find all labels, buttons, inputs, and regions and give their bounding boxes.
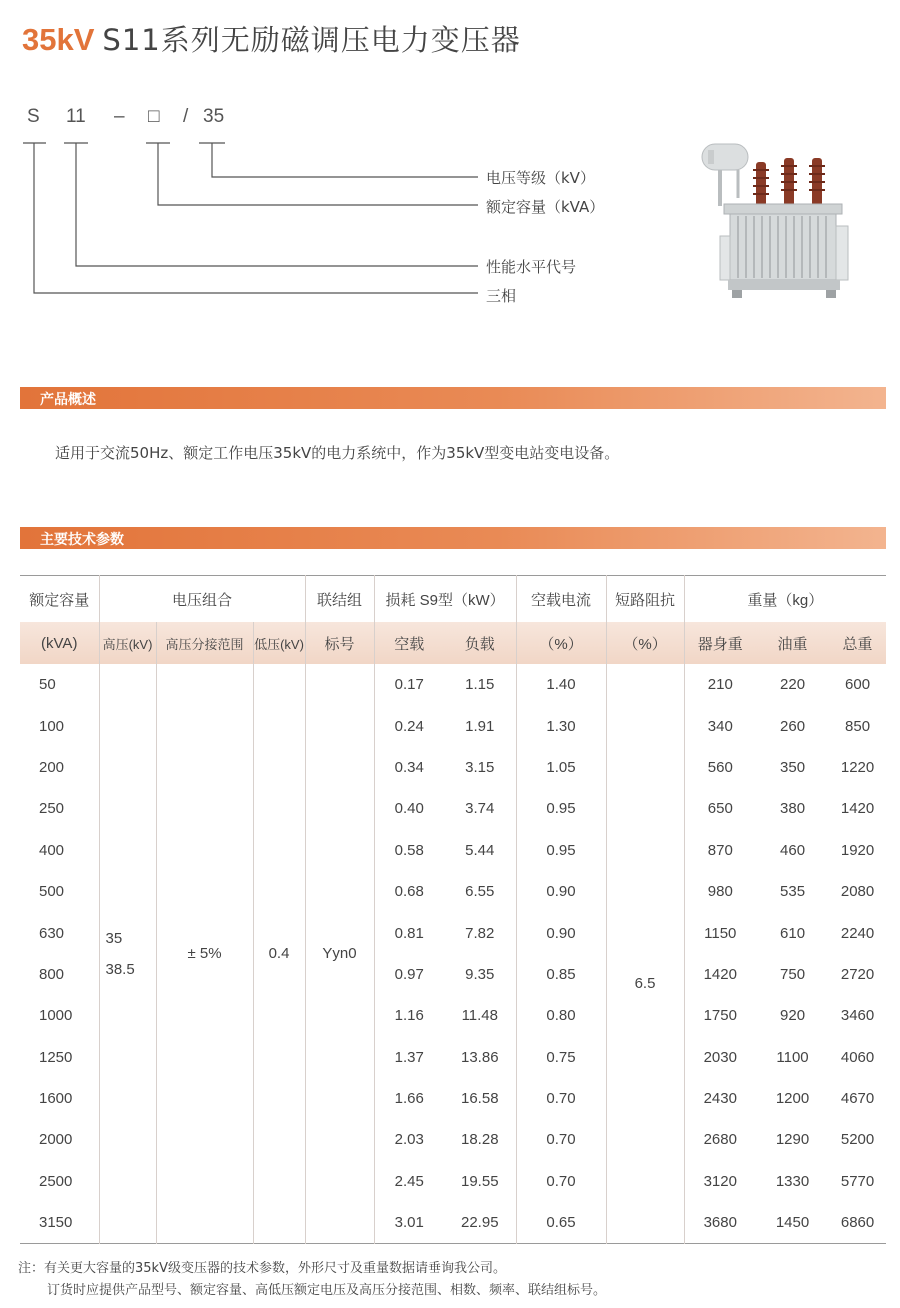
cell-no-load-current: 0.70	[516, 1078, 606, 1119]
cell-no-load-loss: 0.24	[374, 705, 444, 746]
cell-no-load-loss: 1.37	[374, 1037, 444, 1078]
code-11: 11	[66, 106, 86, 127]
cell-load-loss: 9.35	[465, 965, 495, 983]
cell-body-weight: 2680	[684, 1119, 756, 1160]
cell-capacity: 1250	[39, 1048, 73, 1066]
cell-no-load-loss: 0.58	[374, 830, 444, 871]
code-box: □	[148, 106, 160, 127]
cell-no-load-current: 0.70	[516, 1161, 606, 1202]
specs-heading: 主要技术参数	[40, 532, 124, 548]
col-impedance-pct: （%）	[606, 622, 684, 664]
col-weight: 重量（kg）	[684, 576, 886, 623]
cell-capacity: 800	[39, 965, 65, 983]
cell-capacity: 100	[39, 717, 65, 735]
cell-load-loss: 7.82	[465, 924, 495, 942]
cell-total-weight: 4060	[840, 1048, 875, 1066]
cell-impedance: 6.5	[606, 664, 684, 1244]
cell-no-load-loss: 1.66	[374, 1078, 444, 1119]
cell-no-load-loss: 0.97	[374, 954, 444, 995]
code-35: 35	[203, 106, 225, 127]
title-text: S11系列无励磁调压电力变压器	[102, 23, 521, 57]
cell-body-weight: 210	[684, 664, 756, 705]
col-total-weight: 总重	[829, 622, 886, 664]
cell-capacity: 2000	[39, 1131, 73, 1149]
cell-body-weight: 1150	[684, 912, 756, 953]
col-body-weight: 器身重	[684, 622, 756, 664]
notes	[18, 1258, 606, 1302]
cell-no-load-loss: 0.68	[374, 871, 444, 912]
cell-total-weight: 850	[845, 717, 871, 735]
cell-oil-weight: 260	[780, 717, 806, 735]
cell-total-weight: 1920	[840, 841, 875, 859]
hv-value-1: 35	[105, 929, 123, 947]
cell-no-load-loss: 0.40	[374, 788, 444, 829]
cell-load-loss: 22.95	[461, 1214, 499, 1232]
col-label: 标号	[305, 622, 374, 664]
cell-no-load-loss: 0.34	[374, 747, 444, 788]
cell-no-load-loss: 0.17	[374, 664, 444, 705]
cell-total-weight: 4670	[840, 1090, 875, 1108]
cell-body-weight: 2030	[684, 1037, 756, 1078]
col-hv: 高压(kV)	[99, 622, 156, 664]
col-no-load-current: 空载电流	[516, 576, 606, 623]
col-impedance: 短路阻抗	[606, 576, 684, 623]
header-row-2	[20, 622, 886, 664]
cell-body-weight: 3680	[684, 1202, 756, 1244]
hv-value-2: 38.5	[105, 960, 135, 978]
spec-table	[20, 575, 886, 1244]
cell-body-weight: 560	[684, 747, 756, 788]
cell-body-weight: 3120	[684, 1161, 756, 1202]
cell-total-weight: 2080	[840, 883, 875, 901]
cell-load-loss: 5.44	[465, 841, 495, 859]
cell-oil-weight: 610	[780, 924, 806, 942]
cell-no-load-current: 0.90	[516, 871, 606, 912]
cell-oil-weight: 1450	[775, 1214, 810, 1232]
cell-load-loss: 6.55	[465, 883, 495, 901]
cell-total-weight: 1220	[840, 758, 875, 776]
title-voltage: 35kV	[22, 22, 95, 57]
overview-heading: 产品概述	[40, 392, 96, 408]
cell-oil-weight: 535	[780, 883, 806, 901]
cell-capacity: 250	[39, 800, 65, 818]
cell-no-load-current: 0.95	[516, 830, 606, 871]
cell-load-loss: 1.15	[465, 676, 495, 694]
cell-hv	[99, 664, 156, 1244]
cell-no-load-current: 0.65	[516, 1202, 606, 1244]
cell-capacity: 630	[39, 924, 65, 942]
cell-load-loss: 19.55	[461, 1172, 499, 1190]
cell-lv: 0.4	[253, 664, 305, 1244]
cell-oil-weight: 1100	[776, 1048, 809, 1066]
col-lv: 低压(kV)	[253, 622, 305, 664]
cell-oil-weight: 750	[780, 965, 806, 983]
header-row-1	[20, 576, 886, 623]
cell-capacity: 500	[39, 883, 65, 901]
cell-no-load-loss: 2.45	[374, 1161, 444, 1202]
cell-no-load-current: 0.95	[516, 788, 606, 829]
cell-load-loss: 11.48	[461, 1007, 498, 1025]
cell-load-loss: 3.15	[465, 758, 495, 776]
cell-no-load-current: 0.85	[516, 954, 606, 995]
cell-capacity: 50	[39, 676, 56, 694]
cell-oil-weight: 1200	[775, 1090, 810, 1108]
cell-capacity: 400	[39, 841, 65, 859]
cell-oil-weight: 920	[780, 1007, 806, 1025]
cell-no-load-loss: 2.03	[374, 1119, 444, 1160]
cell-oil-weight: 220	[780, 676, 806, 694]
code-s: S	[27, 106, 40, 127]
cell-capacity: 2500	[39, 1172, 73, 1190]
transformer-image	[690, 136, 870, 306]
col-load-loss: 负载	[444, 622, 516, 664]
cell-total-weight: 5770	[840, 1172, 875, 1190]
cell-load-loss: 1.91	[465, 717, 495, 735]
note-line-1: 注：有关更大容量的35kV级变压器的技术参数，外形尺寸及重量数据请垂询我公司。	[18, 1261, 506, 1276]
cell-total-weight: 600	[845, 676, 871, 694]
col-voltage-combo: 电压组合	[99, 576, 305, 623]
cell-load-loss: 13.86	[461, 1048, 499, 1066]
explain-three-phase: 三相	[486, 287, 517, 305]
cell-total-weight: 5200	[840, 1131, 875, 1149]
cell-load-loss: 3.74	[465, 800, 495, 818]
cell-body-weight: 870	[684, 830, 756, 871]
cell-no-load-loss: 1.16	[374, 995, 444, 1036]
cell-load-loss: 16.58	[461, 1090, 499, 1108]
overview-description: 适用于交流50Hz、额定工作电压35kV的电力系统中，作为35kV型变电站变电设备。	[55, 444, 620, 462]
cell-capacity: 1600	[39, 1090, 73, 1108]
explain-rated-capacity: 额定容量（kVA）	[486, 198, 605, 216]
col-kva: (kVA)	[20, 622, 99, 664]
col-loss: 损耗 S9型（kW）	[374, 576, 516, 623]
cell-load-loss: 18.28	[461, 1131, 499, 1149]
cell-body-weight: 1420	[684, 954, 756, 995]
col-connection: 联结组	[305, 576, 374, 623]
cell-total-weight: 2240	[840, 924, 875, 942]
cell-body-weight: 1750	[684, 995, 756, 1036]
specs-section-header	[20, 527, 886, 549]
code-slash: /	[183, 106, 189, 127]
overview-section-header	[20, 387, 886, 409]
cell-no-load-loss: 0.81	[374, 912, 444, 953]
cell-total-weight: 2720	[840, 965, 875, 983]
code-dash: –	[114, 106, 125, 127]
cell-body-weight: 2430	[684, 1078, 756, 1119]
table-row	[20, 664, 886, 705]
cell-oil-weight: 380	[780, 800, 806, 818]
col-no-load-loss: 空载	[374, 622, 444, 664]
cell-capacity: 1000	[39, 1007, 73, 1025]
cell-total-weight: 6860	[840, 1214, 875, 1232]
cell-capacity: 200	[39, 758, 65, 776]
col-current-pct: （%）	[516, 622, 606, 664]
cell-no-load-current: 1.30	[516, 705, 606, 746]
cell-no-load-current: 0.75	[516, 1037, 606, 1078]
col-tap-range: 高压分接范围	[156, 622, 253, 664]
cell-oil-weight: 1330	[775, 1172, 810, 1190]
cell-no-load-current: 0.90	[516, 912, 606, 953]
cell-connection: Yyn0	[305, 664, 374, 1244]
col-capacity: 额定容量	[29, 591, 90, 609]
cell-no-load-loss: 3.01	[374, 1202, 444, 1244]
cell-tap-range: ± 5%	[156, 664, 253, 1244]
cell-capacity: 3150	[39, 1214, 73, 1232]
cell-oil-weight: 460	[780, 841, 806, 859]
explain-performance-code: 性能水平代号	[486, 258, 577, 276]
cell-no-load-current: 1.40	[516, 664, 606, 705]
cell-total-weight: 3460	[840, 1007, 875, 1025]
cell-body-weight: 650	[684, 788, 756, 829]
cell-oil-weight: 350	[780, 758, 806, 776]
cell-total-weight: 1420	[840, 800, 875, 818]
cell-oil-weight: 1290	[775, 1131, 810, 1149]
cell-no-load-current: 0.80	[516, 995, 606, 1036]
cell-body-weight: 980	[684, 871, 756, 912]
note-line-2: 订货时应提供产品型号、额定容量、高低压额定电压及高压分接范围、相数、频率、联结组标号。	[47, 1283, 607, 1298]
cell-no-load-current: 0.70	[516, 1119, 606, 1160]
cell-body-weight: 340	[684, 705, 756, 746]
explain-voltage-level: 电压等级（kV）	[486, 169, 595, 187]
spec-table-body	[20, 664, 886, 1244]
cell-no-load-current: 1.05	[516, 747, 606, 788]
col-oil-weight: 油重	[756, 622, 829, 664]
